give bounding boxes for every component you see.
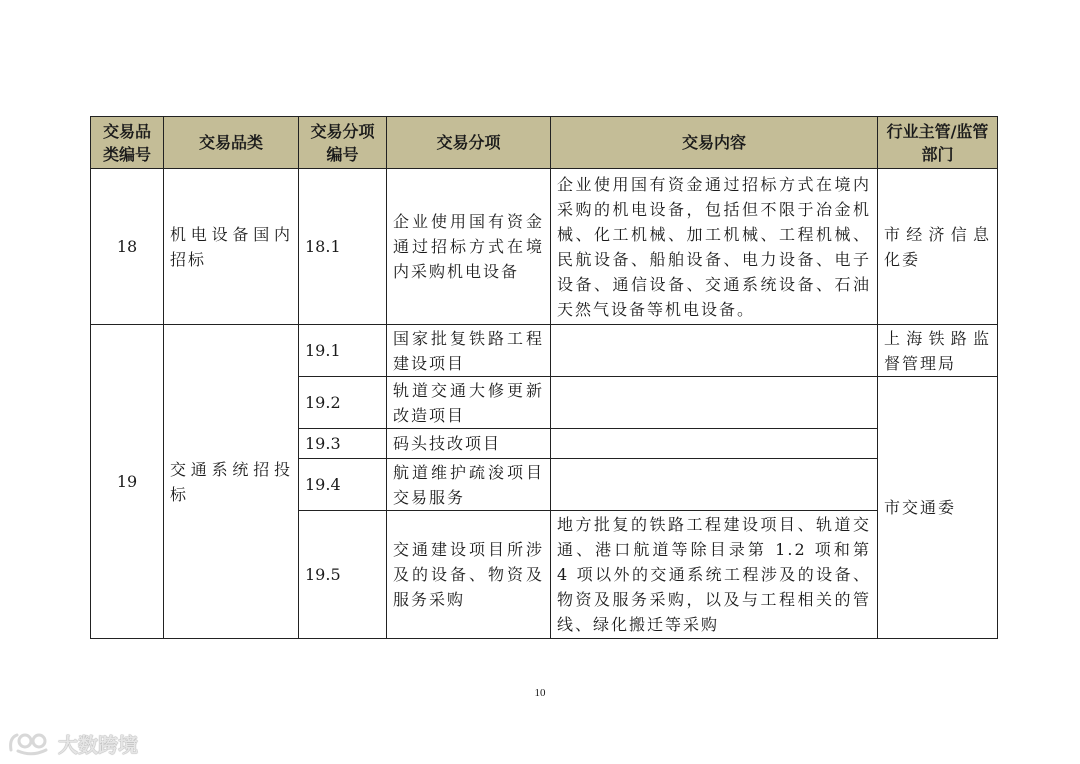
sub-item: 码头技改项目: [387, 429, 551, 459]
header-category: 交易品类: [164, 117, 299, 169]
trade-content: [551, 429, 878, 459]
sub-code: 19.4: [299, 459, 387, 511]
dept: 市交通委: [878, 377, 998, 639]
sub-item: 企业使用国有资金通过招标方式在境内采购机电设备: [387, 169, 551, 325]
trade-content: 地方批复的铁路工程建设项目、轨道交通、港口航道等除目录第 1.2 项和第 4 项以外的交通系统工程涉及的设备、物资及服务采购，以及与工程相关的管线、绿化搬迁等采购: [551, 511, 878, 639]
trade-content: 企业使用国有资金通过招标方式在境内采购的机电设备，包括但不限于冶金机械、化工机械、加工机械、工程机械、民航设备、船舶设备、电力设备、电子设备、通信设备、交通系统设备、石油天然气设备等机电设备。: [551, 169, 878, 325]
sub-code: 19.1: [299, 325, 387, 377]
header-category-code: 交易品类编号: [91, 117, 164, 169]
trade-catalog-table: [90, 116, 998, 639]
sub-item: 轨道交通大修更新改造项目: [387, 377, 551, 429]
category-name: 机电设备国内招标: [164, 169, 299, 325]
watermark: [8, 728, 138, 758]
header-content: 交易内容: [551, 117, 878, 169]
sub-item: 国家批复铁路工程建设项目: [387, 325, 551, 377]
watermark-text: 大数跨境: [58, 732, 138, 757]
sub-code: 19.5: [299, 511, 387, 639]
header-row: [91, 117, 998, 169]
table-row: [91, 325, 998, 377]
trade-content: [551, 459, 878, 511]
sub-code: 19.2: [299, 377, 387, 429]
category-code: 19: [91, 325, 164, 639]
page-number: 10: [534, 687, 546, 699]
header-dept: 行业主管/监管部门: [878, 117, 998, 169]
table-row: [91, 169, 998, 325]
sub-item: 航道维护疏浚项目交易服务: [387, 459, 551, 511]
sub-code: 18.1: [299, 169, 387, 325]
watermark-logo-icon: [8, 730, 54, 756]
sub-item: 交通建设项目所涉及的设备、物资及服务采购: [387, 511, 551, 639]
trade-content: [551, 377, 878, 429]
dept: 市经济信息化委: [878, 169, 998, 325]
dept: 上海铁路监督管理局: [878, 325, 998, 377]
sub-code: 19.3: [299, 429, 387, 459]
header-sub-code: 交易分项编号: [299, 117, 387, 169]
trade-content: [551, 325, 878, 377]
header-sub-item: 交易分项: [387, 117, 551, 169]
category-code: 18: [91, 169, 164, 325]
category-name: 交通系统招投标: [164, 325, 299, 639]
